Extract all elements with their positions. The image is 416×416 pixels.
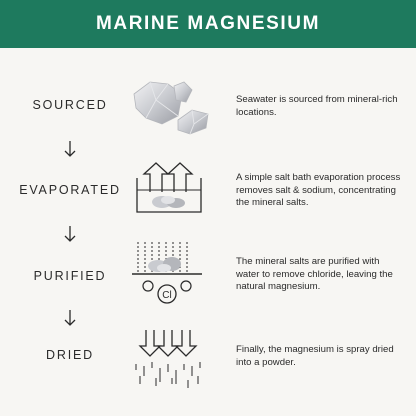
down-arrow-icon [60, 225, 80, 247]
salt-crystals-icon [128, 72, 218, 147]
step-description-evaporated: A simple salt bath evaporation process removes salt & sodium, concentrating the mineral salts. [236, 172, 401, 209]
down-arrow-icon [60, 140, 80, 162]
evaporation-icon [134, 160, 204, 223]
step-label-sourced: SOURCED [32, 98, 108, 112]
chloride-symbol: Cl [162, 290, 172, 301]
step-label-evaporated: EVAPORATED [19, 183, 121, 197]
purification-icon [128, 238, 208, 313]
step-description-purified: The mineral salts are purified with water to remove chloride, leaving the natural magnesium. [236, 256, 393, 293]
step-label-purified: PURIFIED [33, 269, 107, 283]
down-arrow-icon [60, 309, 80, 331]
step-description-dried: Finally, the magnesium is spray dried into a powder. [236, 344, 394, 368]
page-title: MARINE MAGNESIUM [95, 13, 321, 34]
step-description-sourced: Seawater is sourced from mineral-rich locations. [236, 94, 398, 118]
header-banner [0, 0, 416, 48]
step-label-dried: DRIED [46, 348, 94, 362]
spray-dry-icon [132, 326, 208, 397]
